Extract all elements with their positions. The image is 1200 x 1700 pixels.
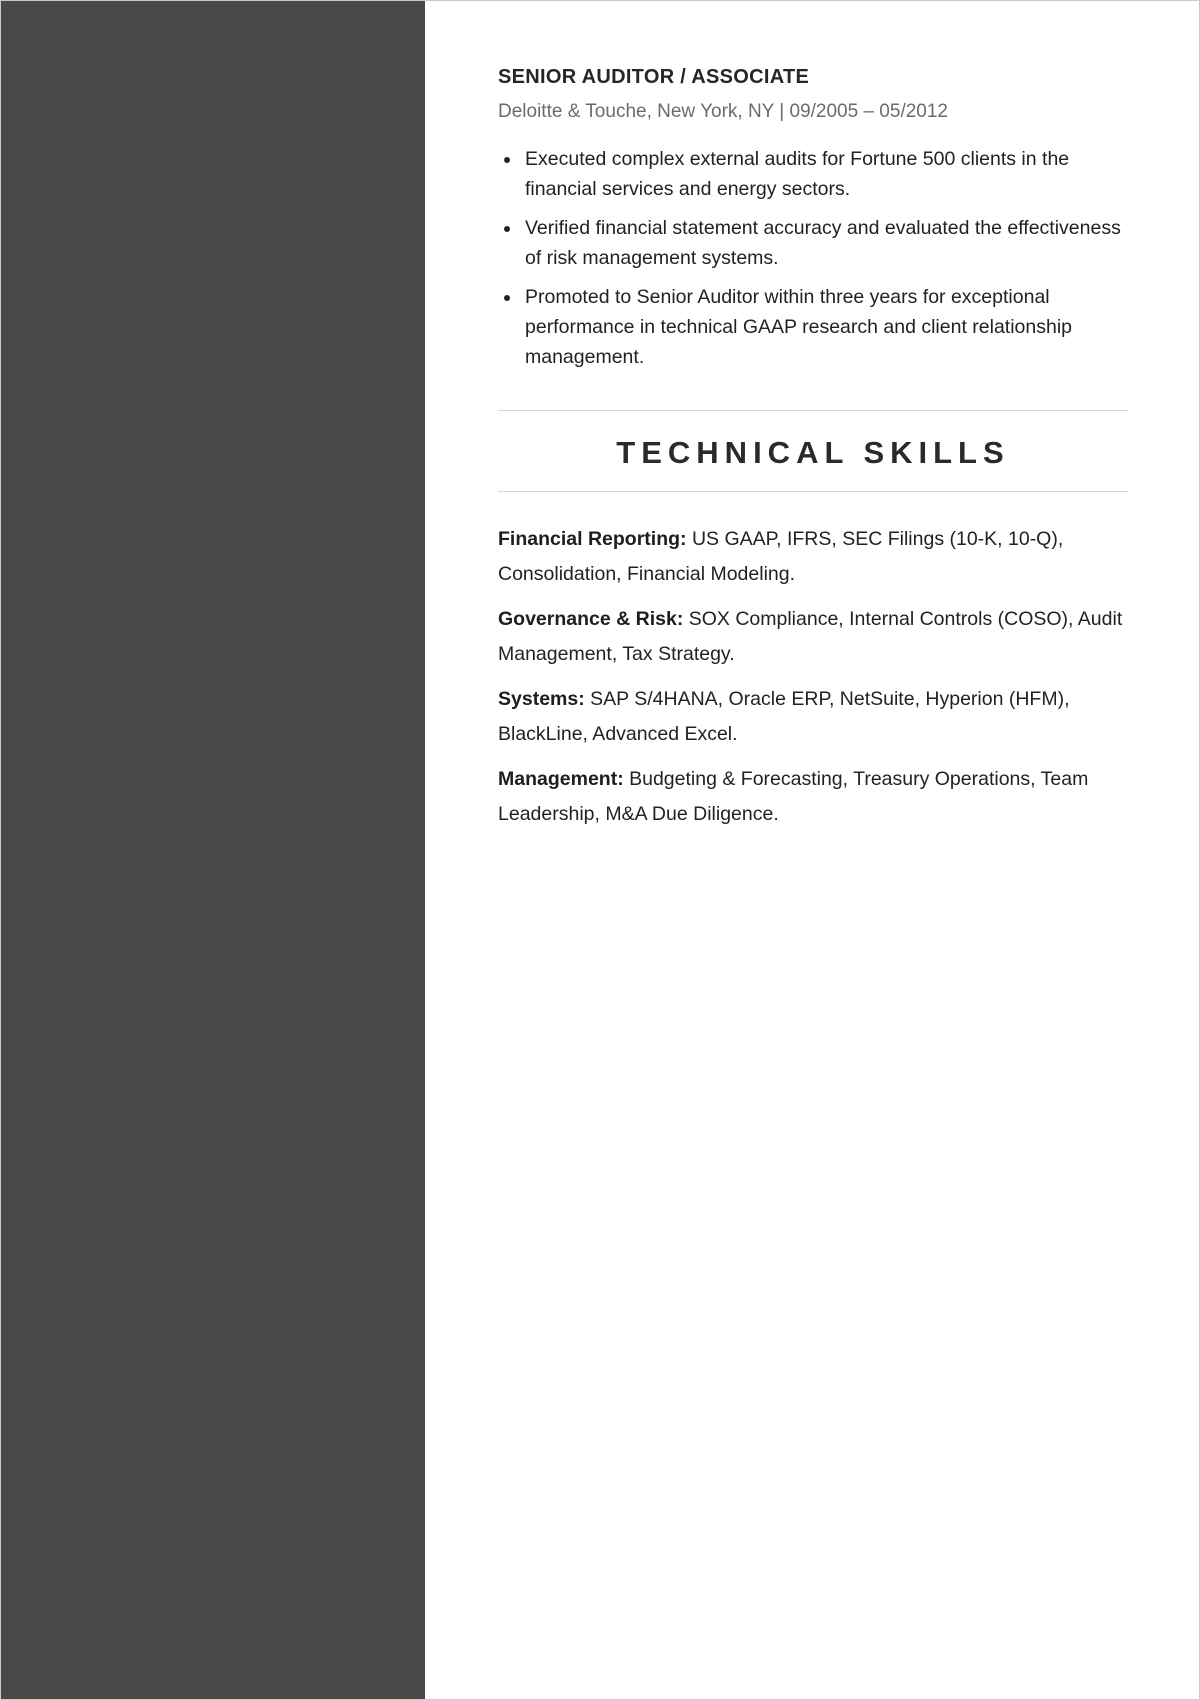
section-heading-technical-skills: TECHNICAL SKILLS (616, 435, 1010, 470)
skill-label: Governance & Risk: (498, 608, 689, 630)
main-content (498, 64, 1128, 842)
skill-item (498, 682, 1128, 752)
skill-text: SAP S/4HANA, Oracle ERP, NetSuite, Hyperion (HFM), BlackLine, Advanced Excel. (498, 688, 1070, 745)
skills-list (498, 522, 1128, 832)
job-bullets (498, 144, 1128, 372)
bullet-item: Verified financial statement accuracy and evaluated the effectiveness of risk management systems. (498, 213, 1128, 273)
skill-label: Management: (498, 768, 630, 790)
skill-item (498, 602, 1128, 672)
skill-item (498, 522, 1128, 592)
experience-entry (498, 64, 1128, 372)
bullet-item: Promoted to Senior Auditor within three years for exceptional performance in technical GAAP research and client relationship management. (498, 282, 1128, 372)
skill-label: Systems: (498, 688, 591, 710)
section-divider-top (498, 410, 1128, 411)
job-meta: Deloitte & Touche, New York, NY | 09/2005 – 05/2012 (498, 101, 948, 122)
skill-text: US GAAP, IFRS, SEC Filings (10-K, 10-Q), Consolidation, Financial Modeling. (498, 528, 1064, 585)
bullet-item: Executed complex external audits for Fortune 500 clients in the financial services and energy sectors. (498, 144, 1128, 204)
skill-item (498, 762, 1128, 832)
skill-text: Budgeting & Forecasting, Treasury Operations, Team Leadership, M&A Due Diligence. (498, 768, 1089, 825)
skill-label: Financial Reporting: (498, 528, 692, 550)
section-divider-bottom (498, 491, 1128, 492)
sidebar-panel (1, 1, 425, 1699)
skill-text: SOX Compliance, Internal Controls (COSO), Audit Management, Tax Strategy. (498, 608, 1123, 665)
job-title: SENIOR AUDITOR / ASSOCIATE (498, 66, 810, 88)
